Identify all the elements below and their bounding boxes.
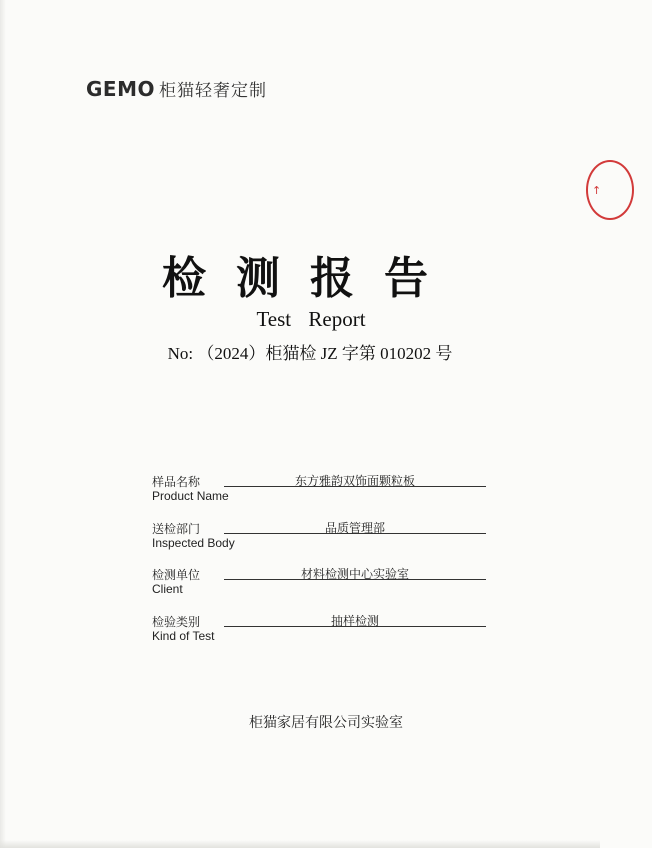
title-english: Test Report xyxy=(256,307,366,331)
field-value: 抽样检测 xyxy=(330,614,379,628)
field-value: 材料检测中心实验室 xyxy=(300,567,409,581)
field-product-name xyxy=(152,473,492,513)
field-label-cn: 送检部门 xyxy=(152,522,201,536)
field-client xyxy=(152,566,492,606)
issuing-laboratory: 柜猫家居有限公司实验室 xyxy=(249,715,403,731)
title-chinese: 检测报告 xyxy=(162,253,458,304)
seal-mark-icon: ↑ xyxy=(592,184,602,197)
field-label-cn: 检验类别 xyxy=(152,615,201,629)
field-label-en: Inspected Body xyxy=(152,536,235,550)
page-bottom-shadow xyxy=(0,840,600,848)
logo-brand-cn: 柜猫轻奢定制 xyxy=(158,81,267,101)
field-label-en: Product Name xyxy=(152,489,229,503)
field-label-en: Kind of Test xyxy=(152,629,215,643)
field-inspected-body xyxy=(152,520,492,560)
field-kind-of-test xyxy=(152,613,492,653)
company-logo xyxy=(86,76,267,101)
field-label-en: Client xyxy=(152,582,183,596)
field-label-cn: 样品名称 xyxy=(152,475,201,489)
report-number: No: （2024）柜猫检 JZ 字第 010202 号 xyxy=(167,344,453,363)
field-value: 东方雅韵双饰面颗粒板 xyxy=(294,474,415,488)
field-label-cn: 检测单位 xyxy=(152,568,201,582)
logo-brand: GEMO xyxy=(86,76,155,101)
field-value: 品质管理部 xyxy=(324,521,385,535)
